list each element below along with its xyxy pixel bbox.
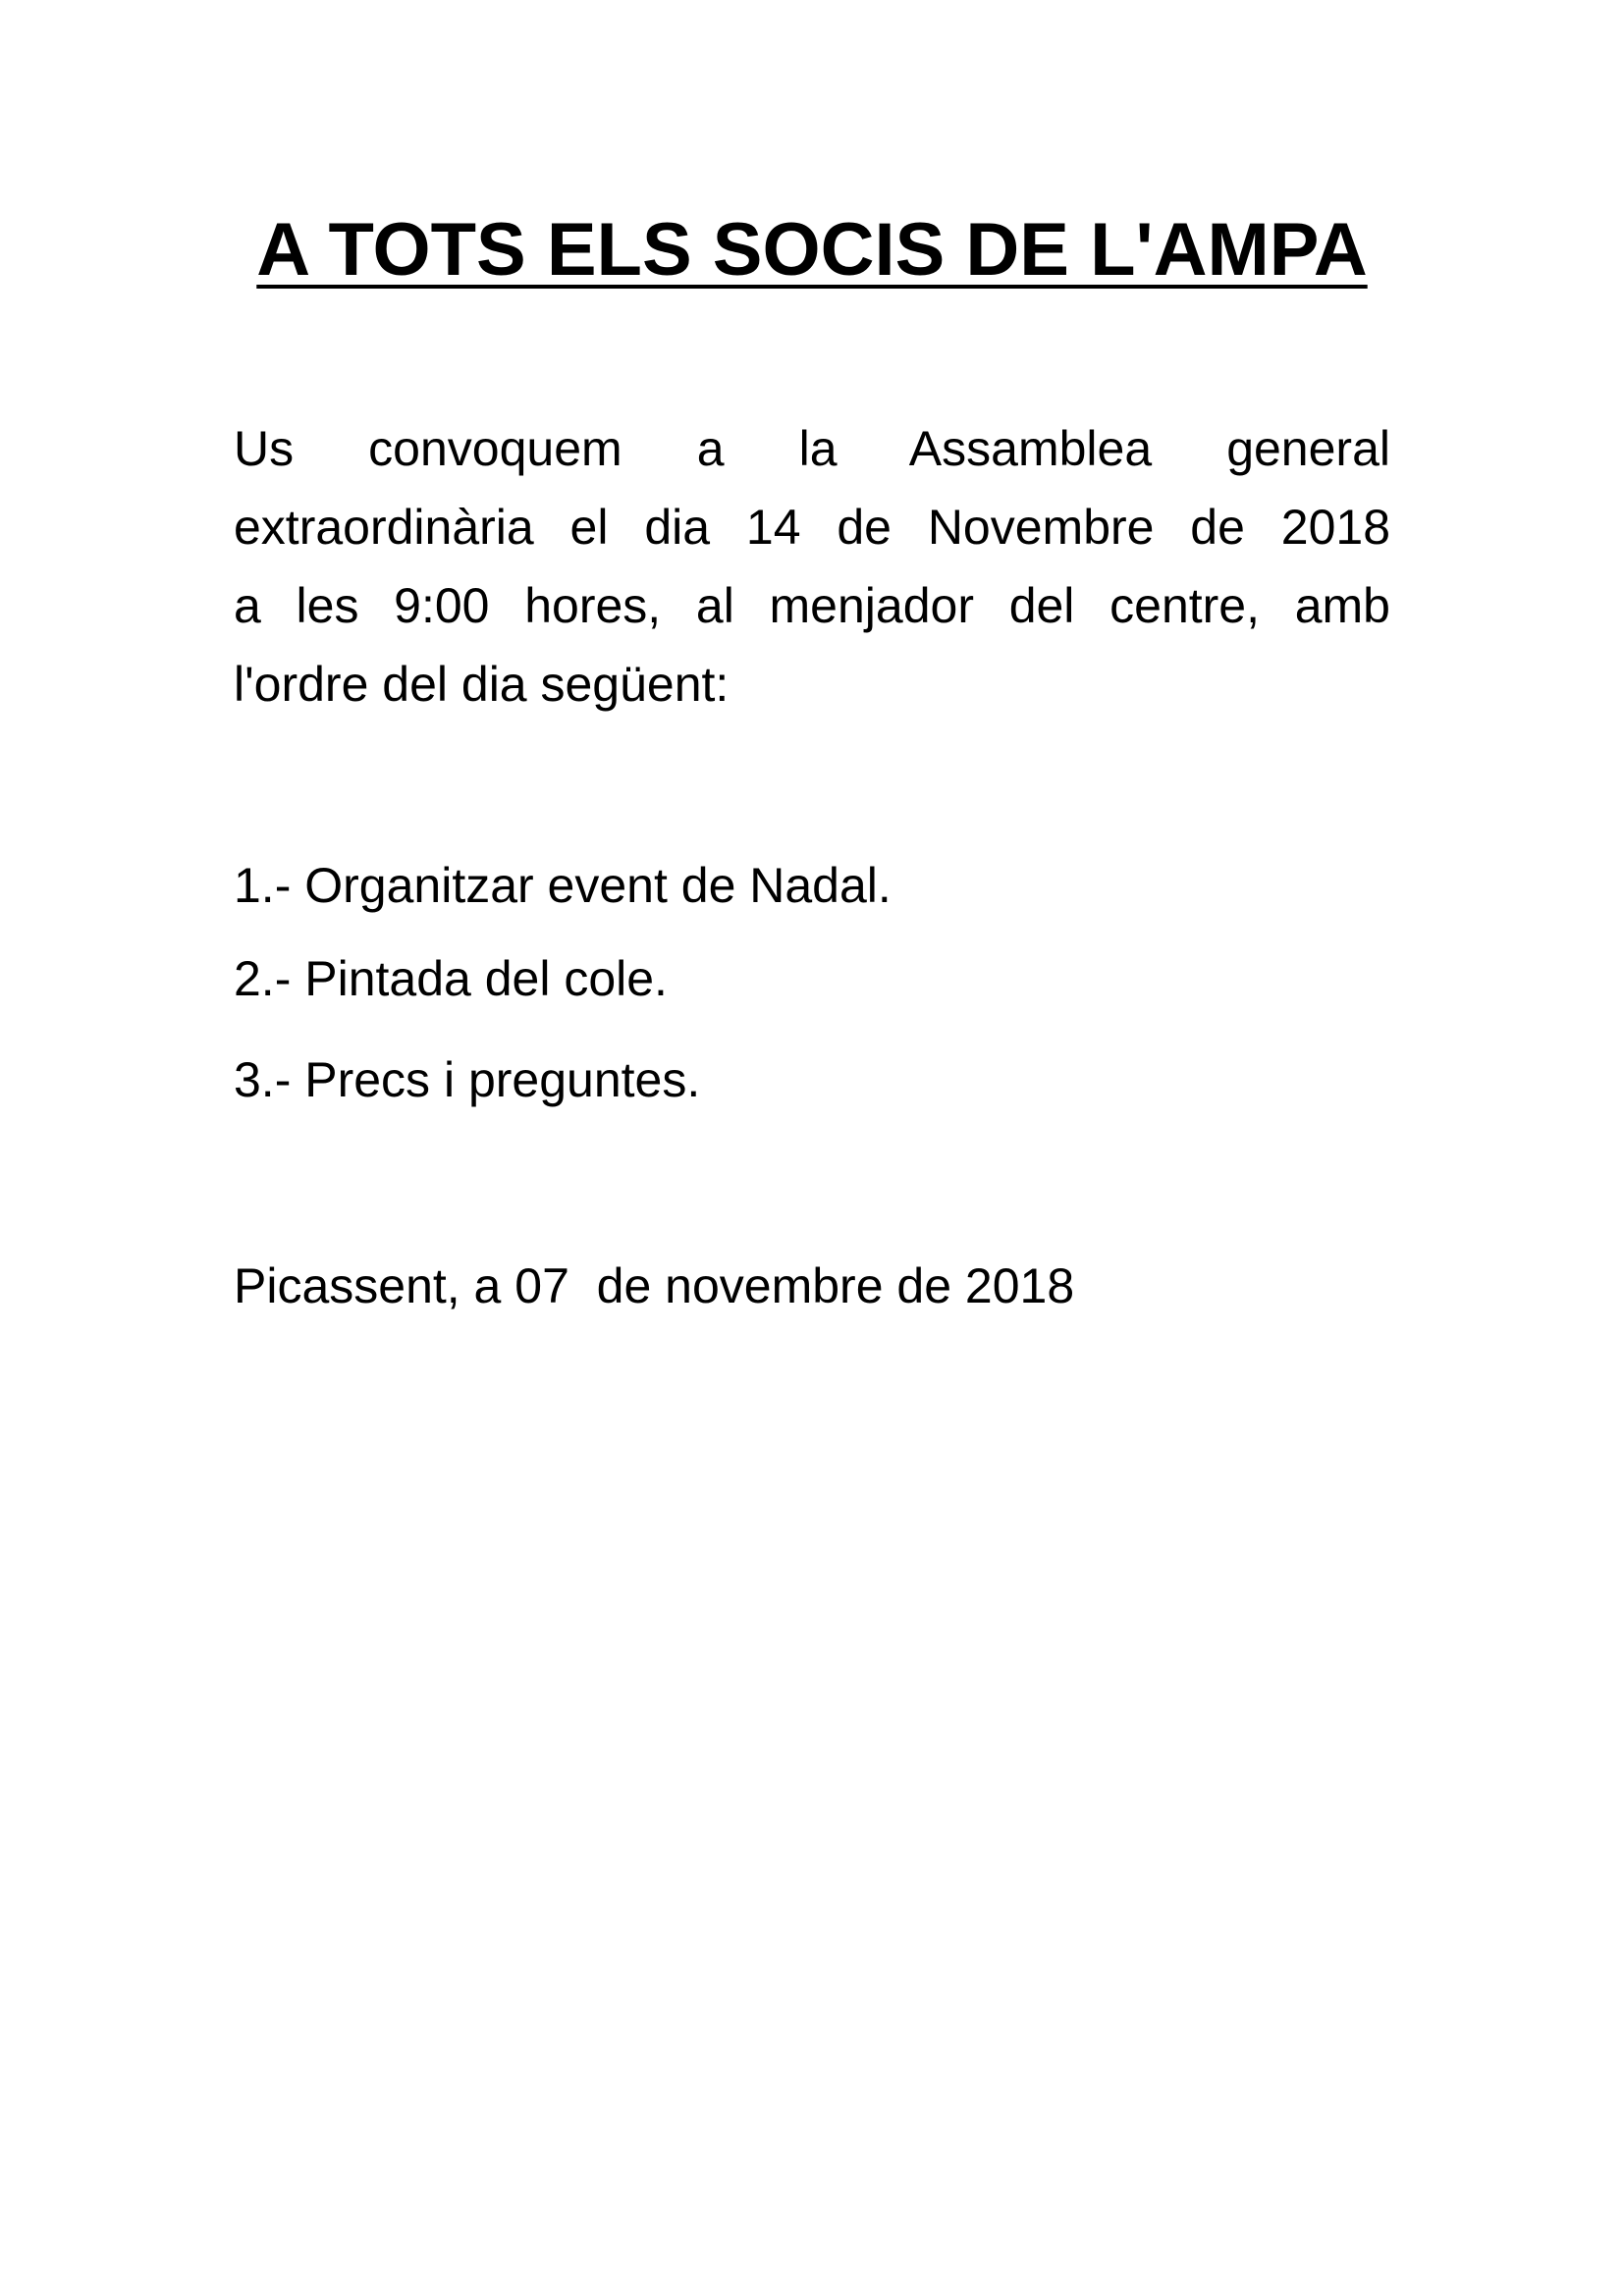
agenda-item: 3.- Precs i preguntes. [234,1052,701,1107]
paragraph-line: Us convoquem a la Assamblea general [234,421,1390,476]
closing-place-date: Picassent, a 07 de novembre de 2018 [234,1258,1075,1313]
paragraph-line: a les 9:00 hores, al menjador del centre, amb [234,578,1390,633]
paragraph-line: extraordinària el dia 14 de Novembre de 2018 [234,500,1390,555]
convocation-paragraph [234,409,1390,723]
document-title: A TOTS ELS SOCIS DE L'AMPA [256,208,1368,292]
agenda-item: 2.- Pintada del cole. [234,951,668,1006]
paragraph-line: l'ordre del dia següent: [234,657,730,712]
agenda-item: 1.- Organitzar event de Nadal. [234,858,892,913]
